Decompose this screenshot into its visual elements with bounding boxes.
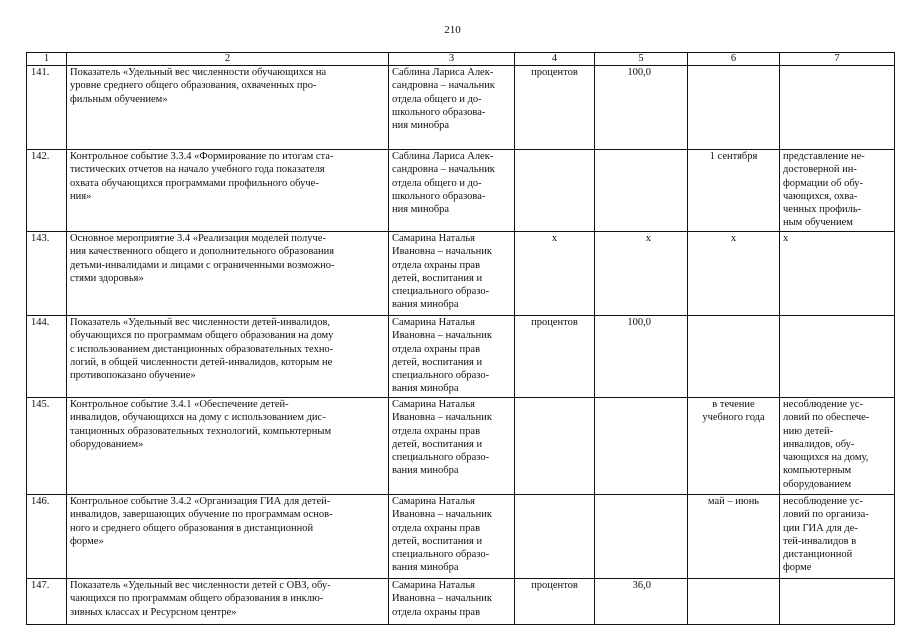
row-value: 100,0 (595, 66, 688, 150)
row-date (688, 66, 780, 150)
row-date: май – июнь (688, 495, 780, 579)
row-number: 142. (27, 150, 67, 232)
row-unit (515, 150, 595, 232)
table-row (27, 232, 895, 316)
row-number: 147. (27, 579, 67, 625)
page-number: 210 (444, 24, 461, 36)
table-row (27, 150, 895, 232)
row-date: в течение учебного года (688, 398, 780, 495)
row-value (595, 150, 688, 232)
row-date (688, 316, 780, 398)
row-responsible: Самарина Наталья Ивановна – начальник отдела охраны прав (389, 579, 515, 625)
row-responsible: Самарина Наталья Ивановна – начальник отдела охраны прав детей, воспитания и специального образо- вания минобра (389, 398, 515, 495)
row-risk: несоблюдение ус- ловий по обеспече- нию детей- инвалидов, обу- чающихся на дому, компьютерным оборудованием (780, 398, 895, 495)
row-unit (515, 495, 595, 579)
column-header: 5 (595, 53, 688, 66)
table-row (27, 495, 895, 579)
row-risk: х (780, 232, 895, 316)
column-header: 1 (27, 53, 67, 66)
row-value (595, 495, 688, 579)
row-risk (780, 66, 895, 150)
row-name: Контрольное событие 3.4.1 «Обеспечение детей- инвалидов, обучающихся на дому с использованием дис- танционных образовательных технологий, компьютерным оборудованием» (67, 398, 389, 495)
table-header-row (27, 53, 895, 66)
row-responsible: Саблина Лариса Алек- сандровна – начальник отдела общего и до- школьного образова- ния минобра (389, 150, 515, 232)
row-date (688, 579, 780, 625)
row-name: Контрольное событие 3.4.2 «Организация ГИА для детей- инвалидов, завершающих обучение по программам основ- ного и среднего общего образования в дистанционной форме» (67, 495, 389, 579)
row-name: Основное мероприятие 3.4 «Реализация моделей получе- ния качественного общего и дополнительного образования детьми-инвалидами и лицами с ограниченными возможно- стями здоровья» (67, 232, 389, 316)
table-row (27, 316, 895, 398)
row-unit: процентов (515, 66, 595, 150)
row-unit: процентов (515, 579, 595, 625)
row-responsible: Самарина Наталья Ивановна – начальник отдела охраны прав детей, воспитания и специального образо- вания минобра (389, 495, 515, 579)
row-value: 36,0 (595, 579, 688, 625)
row-name: Контрольное событие 3.3.4 «Формирование по итогам ста- тистических отчетов на начало учебного года показателя охвата обучающихся программами профильного обуче- ния» (67, 150, 389, 232)
row-risk (780, 579, 895, 625)
row-risk: представление не- достоверной ин- формации об обу- чающихся, охва- ченных профиль- ным обучением (780, 150, 895, 232)
row-responsible: Саблина Лариса Алек- сандровна – начальник отдела общего и до- школьного образова- ния минобра (389, 66, 515, 150)
column-header: 3 (389, 53, 515, 66)
table-row (27, 66, 895, 150)
column-header: 7 (780, 53, 895, 66)
row-responsible: Самарина Наталья Ивановна – начальник отдела охраны прав детей, воспитания и специального образо- вания минобра (389, 232, 515, 316)
row-name: Показатель «Удельный вес численности детей-инвалидов, обучающихся по программам общего образования на дому с использованием дистанционных образовательных техно- логий, в общей численности детей-инвалидов, которым не противопоказано обучение» (67, 316, 389, 398)
row-number: 146. (27, 495, 67, 579)
column-header: 2 (67, 53, 389, 66)
row-number: 144. (27, 316, 67, 398)
row-name: Показатель «Удельный вес численности обучающихся на уровне среднего общего образования, охваченных про- фильным обучением» (67, 66, 389, 150)
row-value: 100,0 (595, 316, 688, 398)
table-row (27, 398, 895, 495)
table-row (27, 579, 895, 625)
row-name: Показатель «Удельный вес численности детей с ОВЗ, обу- чающихся по программам общего образования в инклю- зивных классах и Ресурсном центре» (67, 579, 389, 625)
row-unit: х (515, 232, 595, 316)
row-number: 141. (27, 66, 67, 150)
row-number: 143. (27, 232, 67, 316)
row-responsible: Самарина Наталья Ивановна – начальник отдела охраны прав детей, воспитания и специального образо- вания минобра (389, 316, 515, 398)
row-date: 1 сентября (688, 150, 780, 232)
column-header: 6 (688, 53, 780, 66)
row-risk: несоблюдение ус- ловий по организа- ции ГИА для де- тей-инвалидов в дистанционной форме (780, 495, 895, 579)
plan-table (26, 52, 895, 625)
row-risk (780, 316, 895, 398)
row-value: х (595, 232, 688, 316)
row-value (595, 398, 688, 495)
row-unit: процентов (515, 316, 595, 398)
column-header: 4 (515, 53, 595, 66)
row-unit (515, 398, 595, 495)
row-date: х (688, 232, 780, 316)
row-number: 145. (27, 398, 67, 495)
